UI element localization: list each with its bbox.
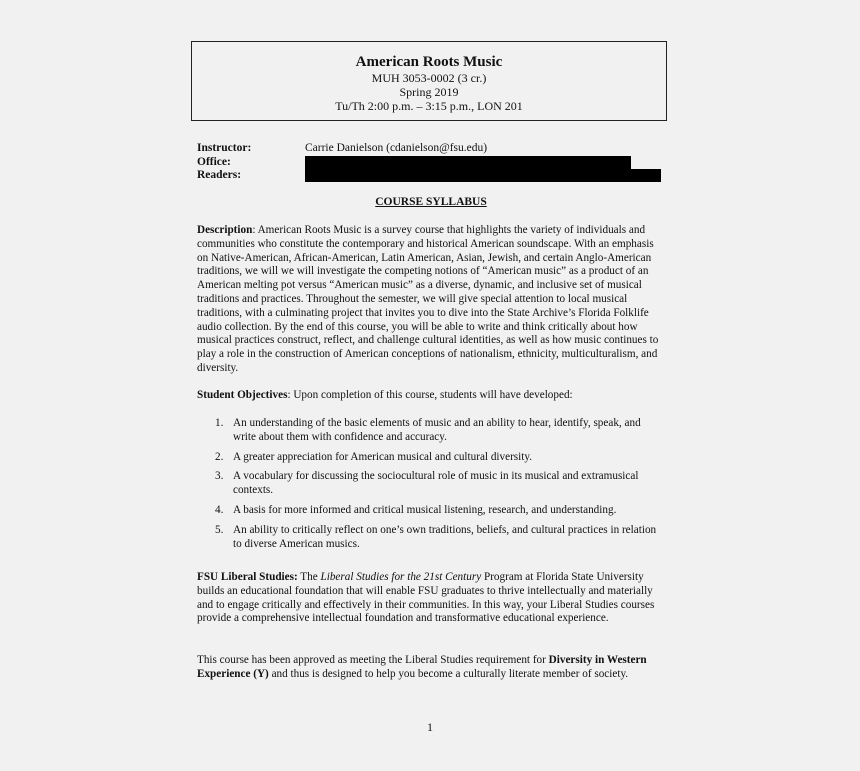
office-label: Office: <box>197 155 231 168</box>
readers-row <box>197 169 667 183</box>
description-paragraph <box>197 224 663 376</box>
instructor-value: Carrie Danielson (cdanielson@fsu.edu) <box>305 142 488 154</box>
page-number: 1 <box>427 720 433 734</box>
list-item-number: 2. <box>215 450 224 463</box>
approval-pre: This course has been approved as meeting the Liberal Studies requirement for <box>197 654 549 666</box>
description-text: : American Roots Music is a survey course that highlights the variety of individuals and communities who constitute the contemporary and historical American soundscape. With an emphasis on Native-American, African-American, Latin American, Asian, Jewish, and certain Anglo-American traditions, we will we will investigate the competing notions of “American music” as a product of an American melting pot versus “American music” as a diverse, dynamic, and inclusive set of musical traditions and practices. Throughout the semester, we will give special attention to local musical traditions, with a culminating project that invites you to dive into the State Archive’s Florida Folklife audio collection. By the end of this course, you will be able to write and think critically about how musical practices construct, reflect, and challenge cultural identities, as well as how music continues to play a role in the construction of American conceptions of nationalism, ethnicity, multiculturalism, and diversity. <box>197 224 659 374</box>
approval-paragraph <box>197 654 663 682</box>
course-term: Spring 2019 <box>399 85 459 99</box>
list-item-text: A basis for more informed and critical musical listening, research, and understanding. <box>233 503 617 516</box>
instructor-label: Instructor: <box>197 142 252 154</box>
liberal-studies-program-name: Liberal Studies for the 21st Century <box>320 571 482 583</box>
list-item-text: An understanding of the basic elements of music and an ability to hear, identify, speak, and write about them with confidence and accuracy. <box>233 417 641 443</box>
approval-post: and thus is designed to help you become a culturally literate member of society. <box>268 667 629 680</box>
objectives-list <box>197 417 663 557</box>
liberal-studies-pre: The <box>297 571 321 583</box>
objectives-intro-text: : Upon completion of this course, students will have developed: <box>287 389 573 401</box>
list-item-number: 5. <box>215 523 224 536</box>
list-item-text: A vocabulary for discussing the sociocultural role of music in its musical and extramusical contexts. <box>233 470 639 497</box>
title-box <box>191 41 667 121</box>
list-item <box>197 451 663 465</box>
description-label: Description <box>197 224 253 236</box>
list-item-number: 3. <box>215 470 224 483</box>
objectives-intro <box>197 389 663 403</box>
list-item <box>197 417 663 445</box>
list-item-number: 1. <box>215 417 224 429</box>
course-title: American Roots Music <box>355 54 503 70</box>
office-row <box>197 156 667 170</box>
objectives-label: Student Objectives <box>197 389 288 401</box>
instructor-row <box>197 142 667 156</box>
course-schedule: Tu/Th 2:00 p.m. – 3:15 p.m., LON 201 <box>335 99 523 113</box>
list-item-text: A greater appreciation for American musical and cultural diversity. <box>233 450 533 463</box>
list-item <box>197 470 663 498</box>
office-redaction <box>305 156 631 169</box>
list-item-text: An ability to critically reflect on one’s own traditions, beliefs, and cultural practices in relation to diverse American musics. <box>233 523 657 550</box>
readers-label: Readers: <box>197 169 242 181</box>
approval-requirement: Diversity in Western Experience (Y) <box>197 654 647 680</box>
liberal-studies-paragraph <box>197 571 663 626</box>
list-item-number: 4. <box>215 503 224 516</box>
liberal-studies-text: Program at Florida State University builds an educational foundation that will enable FSU graduates to thrive intellectually and materially and to engage critically and effectively in their communities. In this way, your Liberal Studies courses provide a comprehensive intellectual foundation and transformative educational experience. <box>197 571 655 625</box>
readers-redaction <box>305 169 661 182</box>
course-meta <box>197 142 667 183</box>
list-item <box>197 524 663 552</box>
list-item <box>197 504 663 518</box>
course-code: MUH 3053-0002 (3 cr.) <box>371 71 487 85</box>
section-heading: COURSE SYLLABUS <box>375 196 487 208</box>
liberal-studies-label: FSU Liberal Studies: <box>197 571 298 583</box>
